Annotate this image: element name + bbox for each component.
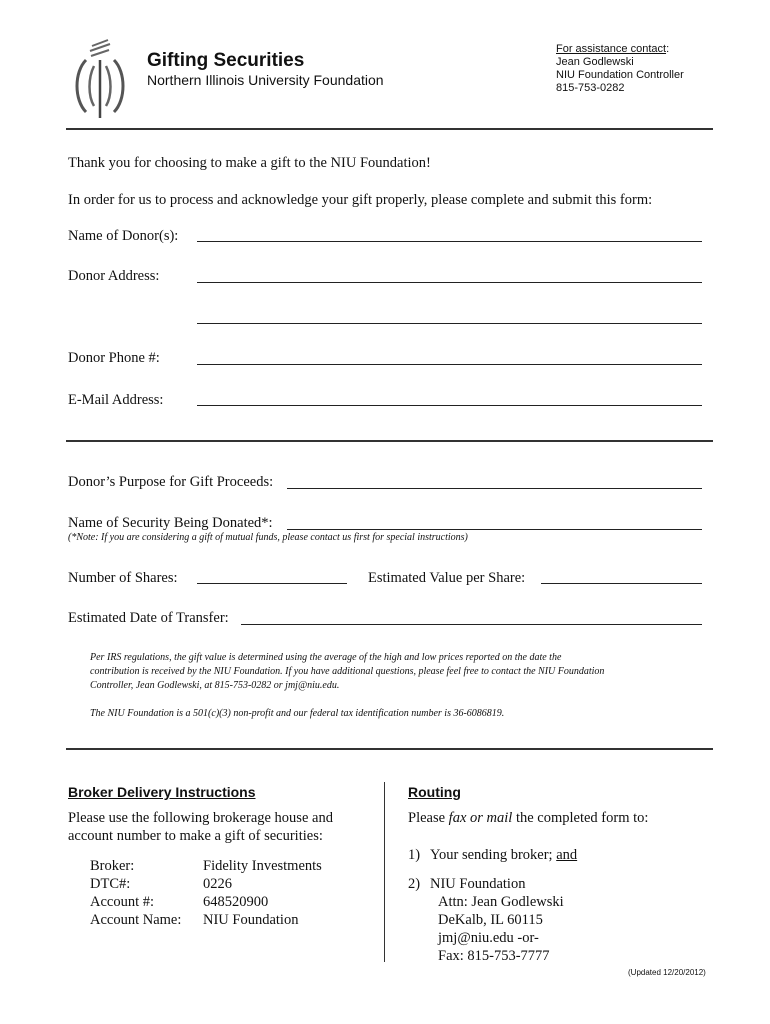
routing-please: Please bbox=[408, 810, 449, 826]
security-note: (*Note: If you are considering a gift of mutual funds, please contact us first for special instructions) bbox=[68, 532, 468, 543]
donor-address-field-2[interactable] bbox=[197, 323, 702, 324]
broker-row-value: NIU Foundation bbox=[203, 912, 299, 928]
irs-note-line-3: Controller, Jean Godlewski, at 815-753-0282 or jmj@niu.edu. bbox=[90, 680, 340, 691]
irs-note-line-1: Per IRS regulations, the gift value is determined using the average of the high and low prices reported on the date the bbox=[90, 652, 562, 663]
contact-block bbox=[556, 43, 684, 95]
broker-intro bbox=[68, 809, 333, 845]
page-subtitle: Northern Illinois University Foundation bbox=[147, 72, 384, 88]
page-title: Gifting Securities bbox=[147, 50, 305, 71]
value-per-share-label: Estimated Value per Share: bbox=[368, 570, 526, 586]
routing-item-1-and: and bbox=[556, 847, 578, 863]
contact-role: NIU Foundation Controller bbox=[556, 69, 684, 81]
security-field[interactable] bbox=[287, 529, 702, 530]
donor-section-divider bbox=[66, 440, 713, 442]
routing-item-2 bbox=[408, 875, 564, 965]
instructions-text: In order for us to process and acknowledge your gift properly, please complete and submit this form: bbox=[68, 192, 653, 208]
broker-row-label: Account #: bbox=[90, 894, 155, 910]
routing-address-line: DeKalb, IL 60115 bbox=[438, 912, 543, 928]
broker-row-label: Broker: bbox=[90, 858, 135, 874]
broker-details bbox=[90, 857, 322, 929]
routing-address-line: Attn: Jean Godlewski bbox=[438, 894, 564, 910]
shares-label: Number of Shares: bbox=[68, 570, 178, 586]
contact-heading-colon: : bbox=[666, 43, 670, 55]
purpose-label: Donor’s Purpose for Gift Proceeds: bbox=[68, 474, 274, 490]
routing-item-1 bbox=[408, 846, 577, 864]
contact-name: Jean Godlewski bbox=[556, 56, 634, 68]
donor-phone-field[interactable] bbox=[197, 364, 702, 365]
transfer-date-label: Estimated Date of Transfer: bbox=[68, 610, 229, 626]
broker-row-label: Account Name: bbox=[90, 912, 182, 928]
donor-address-label: Donor Address: bbox=[68, 268, 160, 284]
nonprofit-note: The NIU Foundation is a 501(c)(3) non-profit and our federal tax identification number is 36-6086819. bbox=[90, 708, 505, 719]
broker-row bbox=[90, 857, 322, 875]
broker-intro-line-1: Please use the following brokerage house and bbox=[68, 810, 333, 826]
transfer-date-field[interactable] bbox=[241, 624, 702, 625]
thanks-text: Thank you for choosing to make a gift to the NIU Foundation! bbox=[68, 155, 431, 171]
niu-logo-mark bbox=[72, 38, 128, 118]
routing-email-link[interactable]: jmj@niu.edu -or- bbox=[438, 930, 539, 946]
broker-intro-line-2: account number to make a gift of securities: bbox=[68, 828, 323, 844]
donor-phone-label: Donor Phone #: bbox=[68, 350, 160, 366]
routing-completed-form: the completed form to: bbox=[512, 810, 649, 826]
broker-row bbox=[90, 893, 322, 911]
broker-row-value: 648520900 bbox=[203, 894, 269, 910]
notes-divider bbox=[66, 748, 713, 750]
routing-item-2-number: 2) bbox=[408, 876, 421, 892]
donor-name-label: Name of Donor(s): bbox=[68, 228, 179, 244]
broker-heading: Broker Delivery Instructions bbox=[68, 784, 256, 800]
purpose-field[interactable] bbox=[287, 488, 702, 489]
header-divider bbox=[66, 128, 713, 130]
broker-row-label: DTC#: bbox=[90, 876, 131, 892]
irs-note-line-2: contribution is received by the NIU Foundation. If you have additional questions, please feel free to contact the NIU Foundation bbox=[90, 666, 605, 677]
donor-name-field[interactable] bbox=[197, 241, 702, 242]
donor-email-field[interactable] bbox=[197, 405, 702, 406]
broker-row bbox=[90, 875, 322, 893]
shares-field[interactable] bbox=[197, 583, 347, 584]
column-divider bbox=[384, 782, 385, 962]
routing-fax-or-mail: fax or mail bbox=[448, 810, 513, 826]
routing-heading: Routing bbox=[408, 784, 461, 800]
routing-instructions bbox=[408, 809, 648, 827]
routing-address-line: NIU Foundation bbox=[430, 876, 526, 892]
donor-email-label: E-Mail Address: bbox=[68, 392, 164, 408]
value-per-share-field[interactable] bbox=[541, 583, 702, 584]
irs-note bbox=[90, 651, 700, 693]
updated-date: (Updated 12/20/2012) bbox=[628, 968, 706, 977]
routing-fax-line: Fax: 815-753-7777 bbox=[438, 948, 550, 964]
broker-row-value: 0226 bbox=[203, 876, 232, 892]
routing-item-1-text: Your sending broker; bbox=[430, 847, 557, 863]
contact-heading: For assistance contact bbox=[556, 43, 667, 55]
security-label: Name of Security Being Donated*: bbox=[68, 515, 273, 531]
broker-row-value: Fidelity Investments bbox=[203, 858, 322, 874]
routing-item-1-number: 1) bbox=[408, 847, 421, 863]
niu-logo bbox=[72, 38, 128, 118]
broker-row bbox=[90, 911, 322, 929]
donor-address-field-1[interactable] bbox=[197, 282, 702, 283]
contact-phone: 815-753-0282 bbox=[556, 82, 625, 94]
